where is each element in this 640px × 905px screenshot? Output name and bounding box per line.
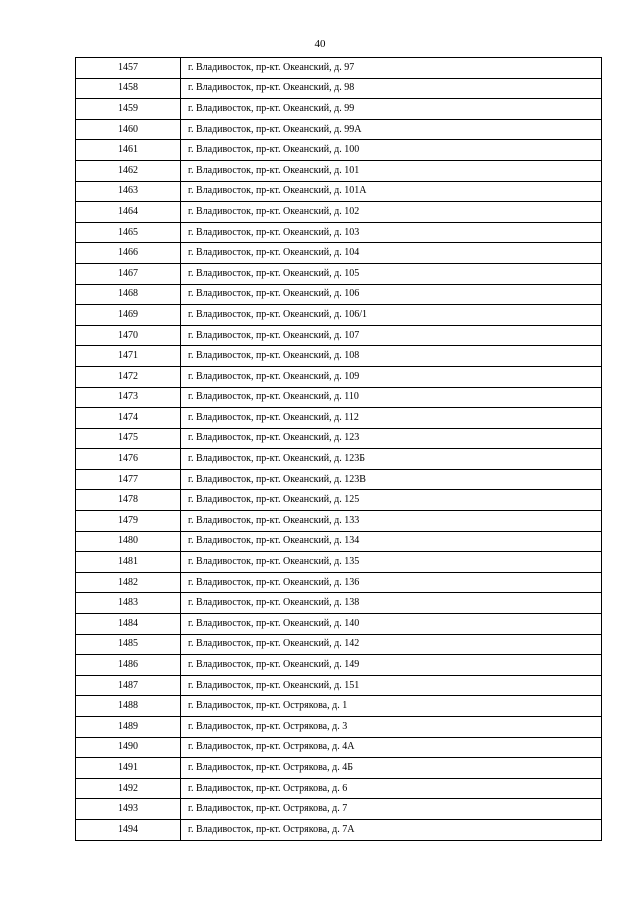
table-row bbox=[76, 655, 602, 676]
row-number-cell: 1464 bbox=[76, 202, 181, 223]
row-number-cell: 1466 bbox=[76, 243, 181, 264]
address-cell: г. Владивосток, пр-кт. Океанский, д. 149 bbox=[181, 655, 602, 676]
table-row bbox=[76, 202, 602, 223]
address-cell: г. Владивосток, пр-кт. Океанский, д. 123В bbox=[181, 469, 602, 490]
address-cell: г. Владивосток, пр-кт. Океанский, д. 109 bbox=[181, 366, 602, 387]
table-row bbox=[76, 634, 602, 655]
address-cell: г. Владивосток, пр-кт. Океанский, д. 101А bbox=[181, 181, 602, 202]
table-row bbox=[76, 696, 602, 717]
table-row bbox=[76, 181, 602, 202]
row-number-cell: 1461 bbox=[76, 140, 181, 161]
address-cell: г. Владивосток, пр-кт. Острякова, д. 4А bbox=[181, 737, 602, 758]
row-number-cell: 1485 bbox=[76, 634, 181, 655]
table-row bbox=[76, 778, 602, 799]
row-number-cell: 1460 bbox=[76, 119, 181, 140]
table-row bbox=[76, 428, 602, 449]
table-row bbox=[76, 593, 602, 614]
address-cell: г. Владивосток, пр-кт. Океанский, д. 135 bbox=[181, 552, 602, 573]
row-number-cell: 1462 bbox=[76, 160, 181, 181]
row-number-cell: 1469 bbox=[76, 305, 181, 326]
table-row bbox=[76, 366, 602, 387]
table-row bbox=[76, 572, 602, 593]
row-number-cell: 1489 bbox=[76, 717, 181, 738]
address-cell: г. Владивосток, пр-кт. Океанский, д. 125 bbox=[181, 490, 602, 511]
table-row bbox=[76, 325, 602, 346]
address-cell: г. Владивосток, пр-кт. Океанский, д. 107 bbox=[181, 325, 602, 346]
address-cell: г. Владивосток, пр-кт. Океанский, д. 123 bbox=[181, 428, 602, 449]
row-number-cell: 1481 bbox=[76, 552, 181, 573]
address-cell: г. Владивосток, пр-кт. Океанский, д. 101 bbox=[181, 160, 602, 181]
table-row bbox=[76, 387, 602, 408]
row-number-cell: 1457 bbox=[76, 58, 181, 79]
row-number-cell: 1494 bbox=[76, 819, 181, 840]
table-row bbox=[76, 119, 602, 140]
table-row bbox=[76, 243, 602, 264]
address-cell: г. Владивосток, пр-кт. Океанский, д. 136 bbox=[181, 572, 602, 593]
table-row bbox=[76, 140, 602, 161]
table-row bbox=[76, 78, 602, 99]
row-number-cell: 1459 bbox=[76, 99, 181, 120]
address-cell: г. Владивосток, пр-кт. Океанский, д. 112 bbox=[181, 408, 602, 429]
row-number-cell: 1480 bbox=[76, 531, 181, 552]
table-row bbox=[76, 531, 602, 552]
row-number-cell: 1467 bbox=[76, 263, 181, 284]
table-row bbox=[76, 469, 602, 490]
address-cell: г. Владивосток, пр-кт. Океанский, д. 106/1 bbox=[181, 305, 602, 326]
table-row bbox=[76, 305, 602, 326]
address-cell: г. Владивосток, пр-кт. Острякова, д. 3 bbox=[181, 717, 602, 738]
table-row bbox=[76, 490, 602, 511]
table-row bbox=[76, 717, 602, 738]
table-row bbox=[76, 819, 602, 840]
address-cell: г. Владивосток, пр-кт. Океанский, д. 108 bbox=[181, 346, 602, 367]
row-number-cell: 1482 bbox=[76, 572, 181, 593]
row-number-cell: 1478 bbox=[76, 490, 181, 511]
table-row bbox=[76, 552, 602, 573]
row-number-cell: 1484 bbox=[76, 614, 181, 635]
row-number-cell: 1474 bbox=[76, 408, 181, 429]
table-row bbox=[76, 263, 602, 284]
page-number: 40 bbox=[314, 38, 326, 50]
address-cell: г. Владивосток, пр-кт. Океанский, д. 133 bbox=[181, 511, 602, 532]
address-cell: г. Владивосток, пр-кт. Острякова, д. 4Б bbox=[181, 758, 602, 779]
row-number-cell: 1470 bbox=[76, 325, 181, 346]
row-number-cell: 1479 bbox=[76, 511, 181, 532]
table-row bbox=[76, 799, 602, 820]
address-cell: г. Владивосток, пр-кт. Океанский, д. 100 bbox=[181, 140, 602, 161]
table-row bbox=[76, 408, 602, 429]
address-cell: г. Владивосток, пр-кт. Океанский, д. 138 bbox=[181, 593, 602, 614]
table-row bbox=[76, 737, 602, 758]
address-cell: г. Владивосток, пр-кт. Океанский, д. 97 bbox=[181, 58, 602, 79]
row-number-cell: 1471 bbox=[76, 346, 181, 367]
address-cell: г. Владивосток, пр-кт. Океанский, д. 104 bbox=[181, 243, 602, 264]
table-row bbox=[76, 99, 602, 120]
address-cell: г. Владивосток, пр-кт. Океанский, д. 105 bbox=[181, 263, 602, 284]
row-number-cell: 1475 bbox=[76, 428, 181, 449]
row-number-cell: 1487 bbox=[76, 675, 181, 696]
row-number-cell: 1483 bbox=[76, 593, 181, 614]
table-row bbox=[76, 758, 602, 779]
address-table-body bbox=[76, 58, 602, 841]
table-row bbox=[76, 58, 602, 79]
row-number-cell: 1463 bbox=[76, 181, 181, 202]
address-cell: г. Владивосток, пр-кт. Океанский, д. 103 bbox=[181, 222, 602, 243]
row-number-cell: 1491 bbox=[76, 758, 181, 779]
row-number-cell: 1488 bbox=[76, 696, 181, 717]
row-number-cell: 1477 bbox=[76, 469, 181, 490]
table-row bbox=[76, 346, 602, 367]
table-row bbox=[76, 675, 602, 696]
address-cell: г. Владивосток, пр-кт. Острякова, д. 6 bbox=[181, 778, 602, 799]
address-cell: г. Владивосток, пр-кт. Острякова, д. 1 bbox=[181, 696, 602, 717]
row-number-cell: 1493 bbox=[76, 799, 181, 820]
row-number-cell: 1472 bbox=[76, 366, 181, 387]
table-row bbox=[76, 614, 602, 635]
table-row bbox=[76, 449, 602, 470]
address-cell: г. Владивосток, пр-кт. Острякова, д. 7А bbox=[181, 819, 602, 840]
row-number-cell: 1490 bbox=[76, 737, 181, 758]
row-number-cell: 1492 bbox=[76, 778, 181, 799]
row-number-cell: 1476 bbox=[76, 449, 181, 470]
row-number-cell: 1473 bbox=[76, 387, 181, 408]
table-row bbox=[76, 511, 602, 532]
row-number-cell: 1468 bbox=[76, 284, 181, 305]
table-row bbox=[76, 222, 602, 243]
row-number-cell: 1458 bbox=[76, 78, 181, 99]
address-cell: г. Владивосток, пр-кт. Океанский, д. 110 bbox=[181, 387, 602, 408]
row-number-cell: 1465 bbox=[76, 222, 181, 243]
table-row bbox=[76, 284, 602, 305]
address-table bbox=[75, 57, 602, 841]
address-cell: г. Владивосток, пр-кт. Океанский, д. 142 bbox=[181, 634, 602, 655]
address-cell: г. Владивосток, пр-кт. Океанский, д. 99 bbox=[181, 99, 602, 120]
table-row bbox=[76, 160, 602, 181]
address-cell: г. Владивосток, пр-кт. Океанский, д. 151 bbox=[181, 675, 602, 696]
row-number-cell: 1486 bbox=[76, 655, 181, 676]
address-cell: г. Владивосток, пр-кт. Океанский, д. 134 bbox=[181, 531, 602, 552]
address-cell: г. Владивосток, пр-кт. Океанский, д. 98 bbox=[181, 78, 602, 99]
address-cell: г. Владивосток, пр-кт. Океанский, д. 99А bbox=[181, 119, 602, 140]
address-cell: г. Владивосток, пр-кт. Океанский, д. 106 bbox=[181, 284, 602, 305]
address-cell: г. Владивосток, пр-кт. Острякова, д. 7 bbox=[181, 799, 602, 820]
address-cell: г. Владивосток, пр-кт. Океанский, д. 123Б bbox=[181, 449, 602, 470]
address-cell: г. Владивосток, пр-кт. Океанский, д. 140 bbox=[181, 614, 602, 635]
address-cell: г. Владивосток, пр-кт. Океанский, д. 102 bbox=[181, 202, 602, 223]
